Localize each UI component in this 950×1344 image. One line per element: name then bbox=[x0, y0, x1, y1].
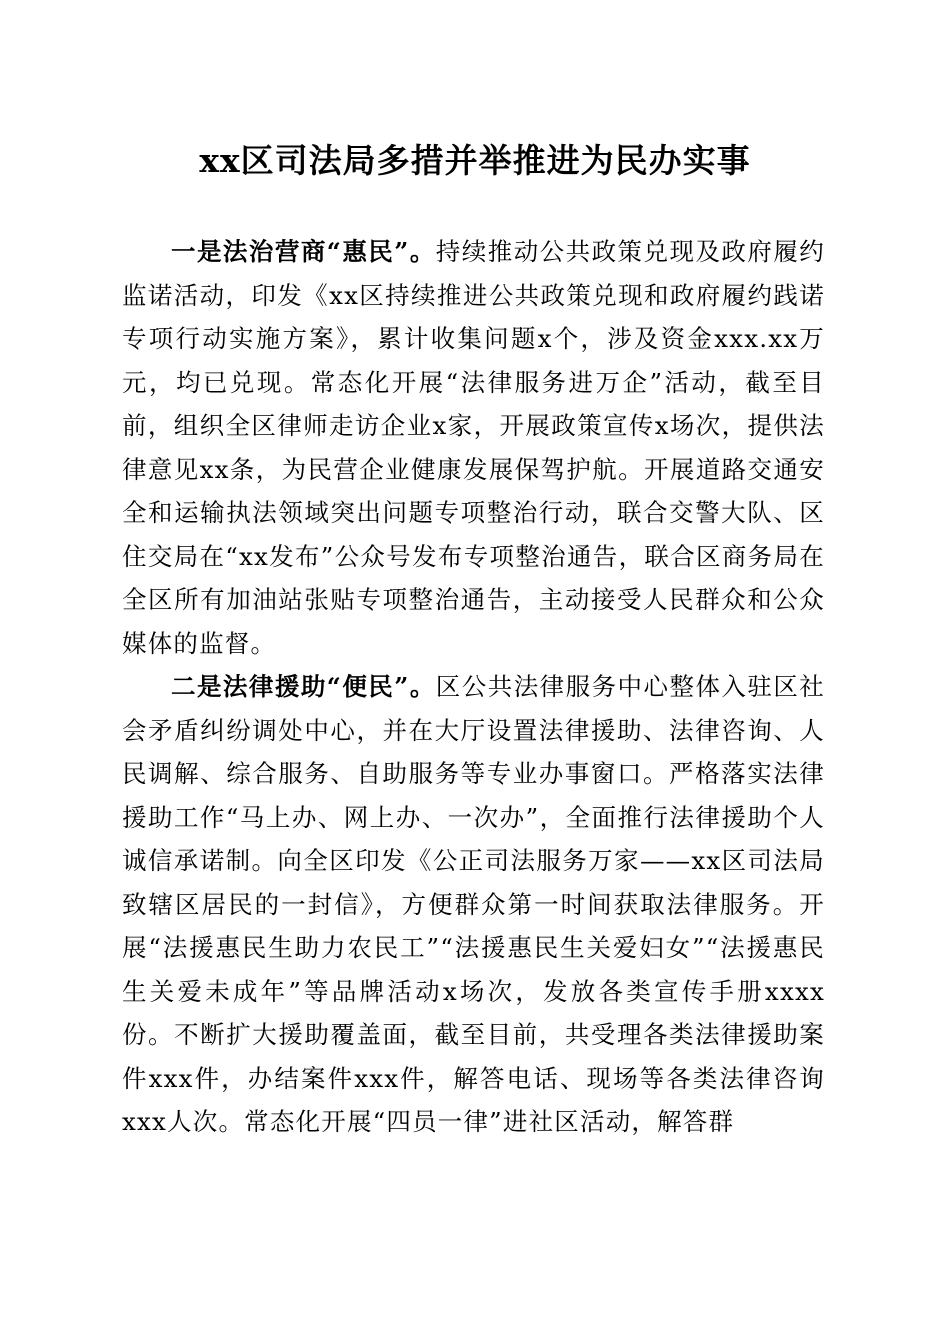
paragraph-1-lead: 一是法治营商“惠民”。 bbox=[171, 237, 436, 266]
paragraph-2-text: 区公共法律服务中心整体入驻区社会矛盾纠纷调处中心，并在大厅设置法律援助、法律咨询、人民调解、综合服务、自助服务等专业办事窗口。严格落实法律援助工作“马上办、网上办、一次办”，全面推行法律援助个人诚信承诺制。向全区印发《公正司法服务万家——xx区司法局致辖区居民的一封信》，方便群众第一时间获取法律服务。开展“法援惠民生助力农民工”“法援惠民生关爱妇女”“法援惠民生关爱未成年”等品牌活动x场次，发放各类宣传手册xxxx份。不断扩大援助覆盖面，截至目前，共受理各类法律援助案件xxx件，办结案件xxx件，解答电话、现场等各类法律咨询xxx人次。常态化开展“四员一律”进社区活动，解答群 bbox=[122, 672, 825, 1136]
paragraph-1-text: 持续推动公共政策兑现及政府履约监诺活动，印发《xx区持续推进公共政策兑现和政府履约践诺专项行动实施方案》，累计收集问题x个，涉及资金xxx.xx万元，均已兑现。常态化开展“法律服务进万企”活动，截至目前，组织全区律师走访企业x家，开展政策宣传x场次，提供法律意见xx条，为民营企业健康发展保驾护航。开展道路交通安全和运输执法领域突出问题专项整治行动，联合交警大队、区住交局在“xx发布”公众号发布专项整治通告，联合区商务局在全区所有加油站张贴专项整治通告，主动接受人民群众和公众媒体的监督。 bbox=[122, 237, 825, 658]
document-title: xx区司法局多措并举推进为民办实事 bbox=[199, 141, 751, 180]
document-body bbox=[122, 230, 825, 1144]
paragraph-2-lead: 二是法律援助“便民”。 bbox=[171, 672, 436, 701]
paragraph-1 bbox=[122, 230, 825, 665]
paragraph-2 bbox=[122, 665, 825, 1144]
